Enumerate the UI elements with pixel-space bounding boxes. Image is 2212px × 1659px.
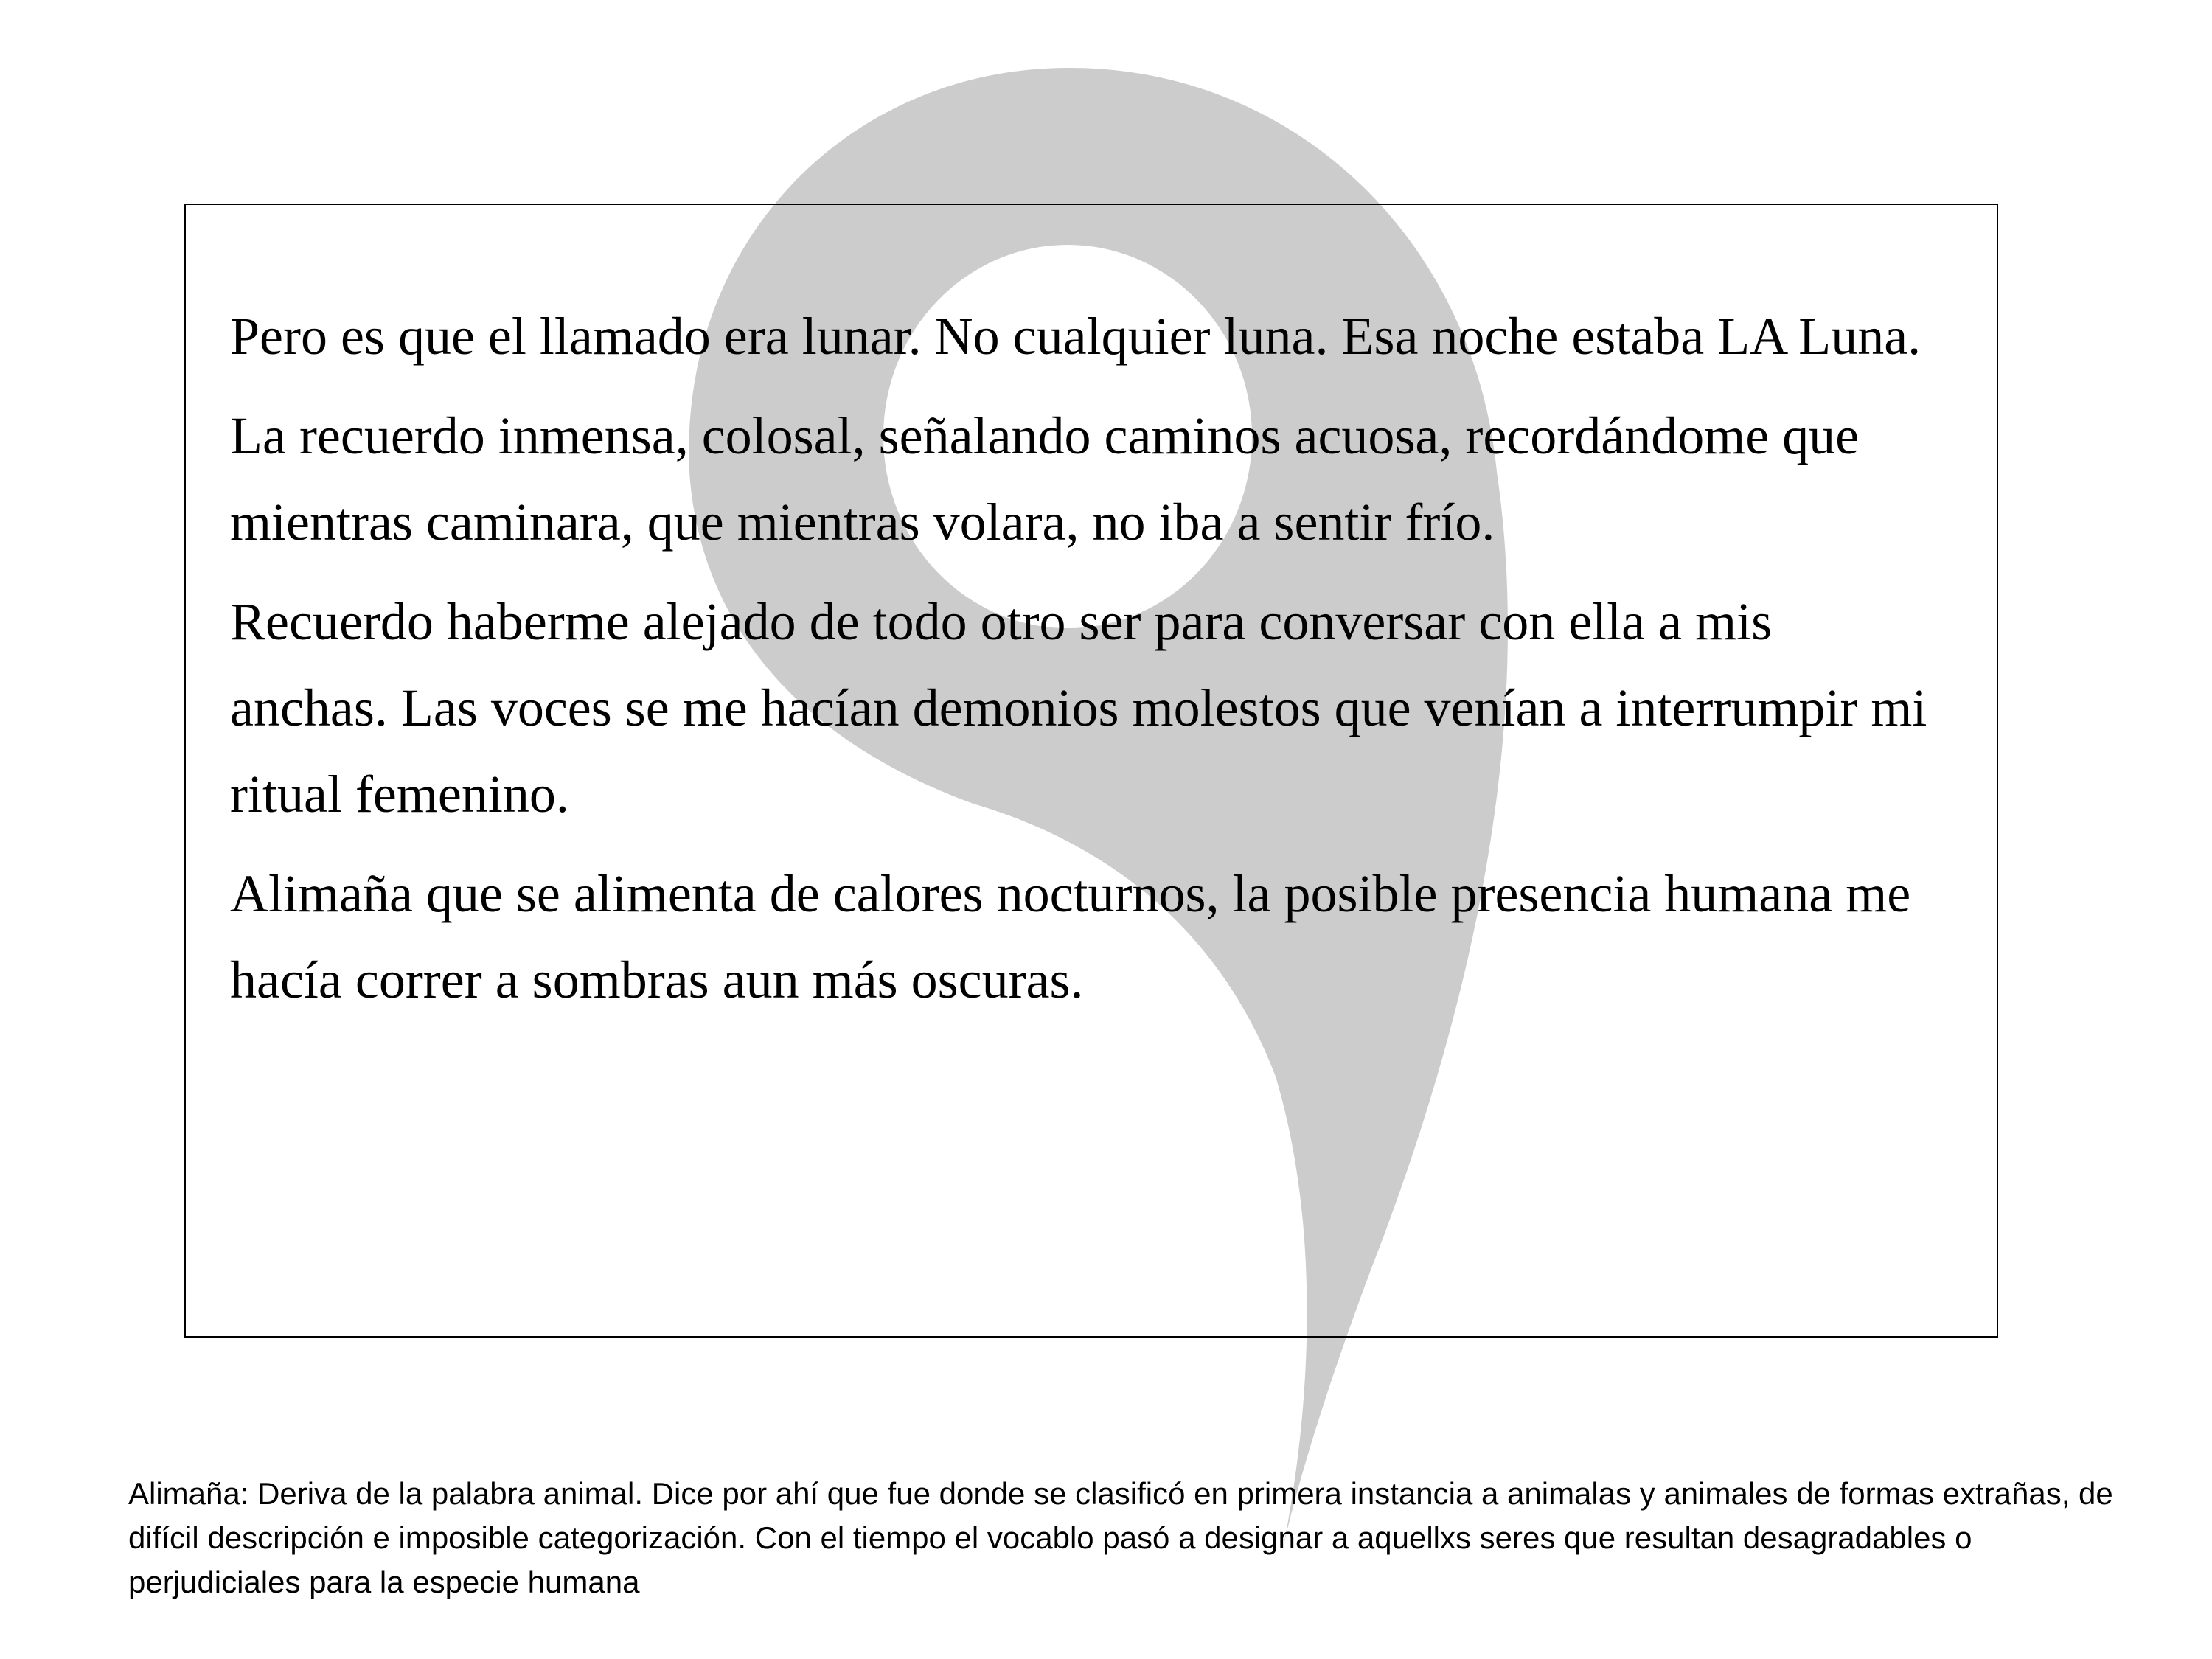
quoted-text-box <box>184 204 1998 1338</box>
paragraph: Pero es que el llamado era lunar. No cualquier luna. Esa noche estaba LA Luna. <box>230 307 1921 366</box>
paragraph: Recuerdo haberme alejado de todo otro ser para conversar con ella a mis anchas. Las voces se me hacían demonios molestos que venían a interrumpir mi ritual femenino. <box>230 592 1927 824</box>
paragraph: La recuerdo inmensa, colosal, señalando caminos acuosa, recordándome que mientras caminara, que mientras volara, no iba a sentir frío. <box>230 406 1860 552</box>
paragraph: Alimaña que se alimenta de calores nocturnos, la posible presencia humana me hacía correr a sombras aun más oscuras. <box>230 864 1911 1009</box>
footnote-definition: Alimaña: Deriva de la palabra animal. Dice por ahí que fue donde se clasificó en primera instancia a animalas y animales de formas extrañas, de difícil descripción e imposible categorización. Con el tiempo el vocablo pasó a designar a aquellxs seres que resultan desagradables o perjudiciales para la especie humana <box>128 1476 2113 1599</box>
